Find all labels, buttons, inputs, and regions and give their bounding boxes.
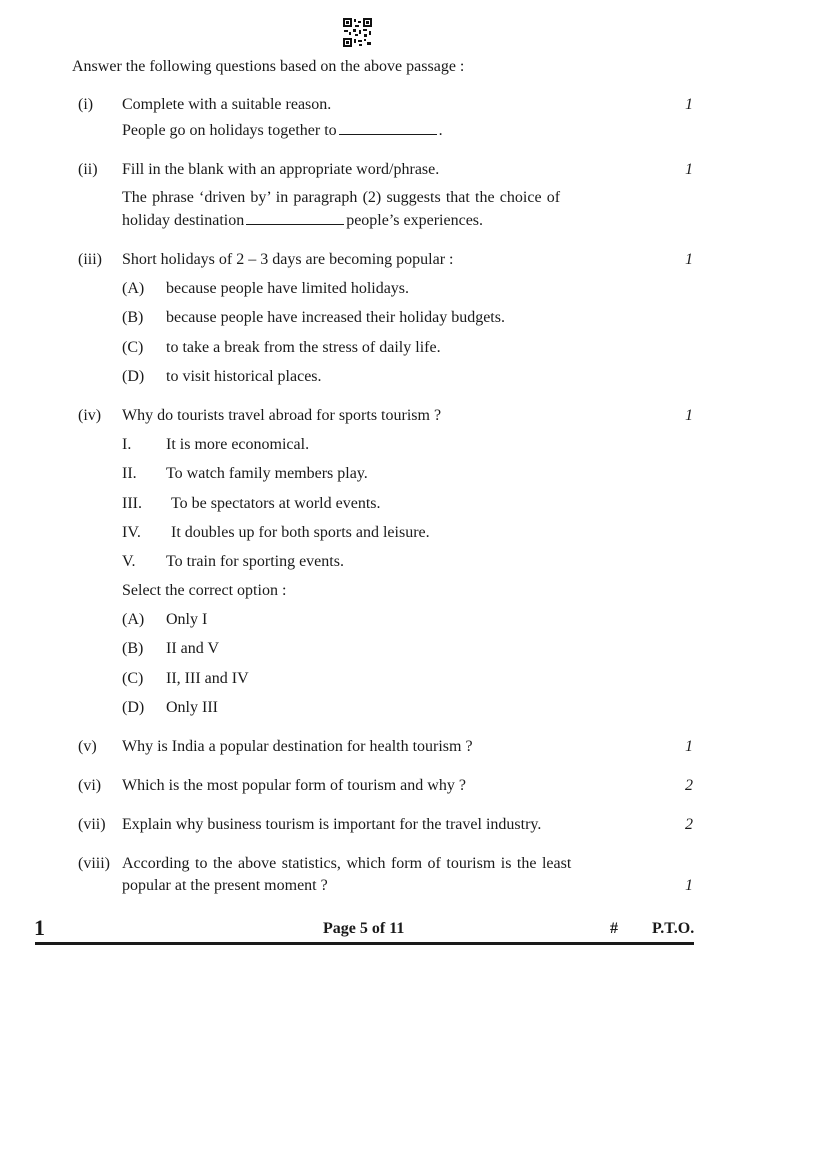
answer-blank bbox=[339, 134, 437, 135]
question-text: Short holidays of 2 – 3 days are becoming popular : bbox=[122, 251, 454, 268]
option-text: to visit historical places. bbox=[166, 368, 322, 385]
statement-label: IV. bbox=[122, 524, 141, 541]
question-text: people’s experiences. bbox=[346, 212, 484, 229]
question-number: (viii) bbox=[78, 855, 110, 872]
statement-text: To train for sporting events. bbox=[166, 553, 344, 570]
question-text: Why do tourists travel abroad for sports tourism ? bbox=[122, 407, 442, 424]
question-number: (i) bbox=[78, 96, 94, 113]
statement-text: It doubles up for both sports and leisure. bbox=[171, 524, 430, 541]
page-number: Page 5 of 11 bbox=[323, 920, 405, 937]
footer-rule bbox=[35, 942, 694, 945]
option-label: (C) bbox=[122, 670, 144, 687]
statement-text: To be spectators at world events. bbox=[171, 495, 381, 512]
marks: 2 bbox=[685, 816, 693, 833]
statement bbox=[122, 465, 368, 483]
paper-code: 1 bbox=[34, 915, 45, 940]
option bbox=[122, 640, 219, 658]
statement-text: To watch family members play. bbox=[166, 465, 368, 482]
option-text: to take a break from the stress of daily life. bbox=[166, 339, 441, 356]
statement-label: II. bbox=[122, 465, 137, 482]
question-text: Which is the most popular form of tourism and why ? bbox=[122, 777, 466, 794]
option bbox=[122, 368, 322, 386]
question-number: (iii) bbox=[78, 251, 102, 268]
option-text: II and V bbox=[166, 640, 220, 657]
qr-code-icon bbox=[343, 18, 372, 47]
option-text: because people have limited holidays. bbox=[166, 280, 410, 297]
question-line bbox=[122, 122, 443, 140]
marks: 1 bbox=[685, 877, 693, 894]
marks: 1 bbox=[685, 161, 693, 178]
question-number: (iv) bbox=[78, 407, 102, 424]
option bbox=[122, 699, 218, 717]
option-label: (B) bbox=[122, 640, 144, 657]
question-text: popular at the present moment ? bbox=[122, 877, 328, 894]
question-text: According to the above statistics, which form of tourism is the least bbox=[122, 855, 572, 872]
question-number: (v) bbox=[78, 738, 97, 755]
statement bbox=[122, 495, 380, 513]
question-number: (vii) bbox=[78, 816, 106, 833]
statement-text: It is more economical. bbox=[166, 436, 310, 453]
answer-blank bbox=[246, 224, 344, 225]
statement-label: V. bbox=[122, 553, 136, 570]
marks: 1 bbox=[685, 738, 693, 755]
question-text: Complete with a suitable reason. bbox=[122, 96, 332, 113]
question-text: Explain why business tourism is important for the travel industry. bbox=[122, 816, 542, 833]
option-text: II, III and IV bbox=[166, 670, 249, 687]
question-text: People go on holidays together to bbox=[122, 122, 337, 139]
statement bbox=[122, 436, 309, 454]
option-label: (A) bbox=[122, 611, 145, 628]
marks: 2 bbox=[685, 777, 693, 794]
question-number: (ii) bbox=[78, 161, 98, 178]
statement-label: I. bbox=[122, 436, 132, 453]
option bbox=[122, 670, 249, 688]
statement bbox=[122, 524, 430, 542]
question-text: Why is India a popular destination for health tourism ? bbox=[122, 738, 473, 755]
select-instruction: Select the correct option : bbox=[122, 582, 287, 599]
option-label: (A) bbox=[122, 280, 145, 297]
marks: 1 bbox=[685, 251, 693, 268]
option-text: Only I bbox=[166, 611, 208, 628]
option bbox=[122, 280, 409, 298]
option-text: Only III bbox=[166, 699, 218, 716]
marks: 1 bbox=[685, 96, 693, 113]
option bbox=[122, 611, 207, 629]
option-text: because people have increased their holiday budgets. bbox=[166, 309, 505, 326]
statement bbox=[122, 553, 344, 571]
option-label: (D) bbox=[122, 699, 145, 716]
option-label: (D) bbox=[122, 368, 145, 385]
option-label: (B) bbox=[122, 309, 144, 326]
marks: 1 bbox=[685, 407, 693, 424]
question-text: holiday destination bbox=[122, 212, 245, 229]
option bbox=[122, 339, 441, 357]
question-line bbox=[122, 212, 483, 230]
question-number: (vi) bbox=[78, 777, 102, 794]
question-text: Fill in the blank with an appropriate word/phrase. bbox=[122, 161, 440, 178]
option-label: (C) bbox=[122, 339, 144, 356]
question-text: The phrase ‘driven by’ in paragraph (2) suggests that the choice of bbox=[122, 189, 561, 206]
option bbox=[122, 309, 505, 327]
hash-mark: # bbox=[610, 920, 618, 937]
statement-label: III. bbox=[122, 495, 142, 512]
passage-instruction: Answer the following questions based on the above passage : bbox=[72, 58, 465, 75]
question-text: . bbox=[438, 122, 443, 139]
pto-label: P.T.O. bbox=[652, 920, 695, 937]
